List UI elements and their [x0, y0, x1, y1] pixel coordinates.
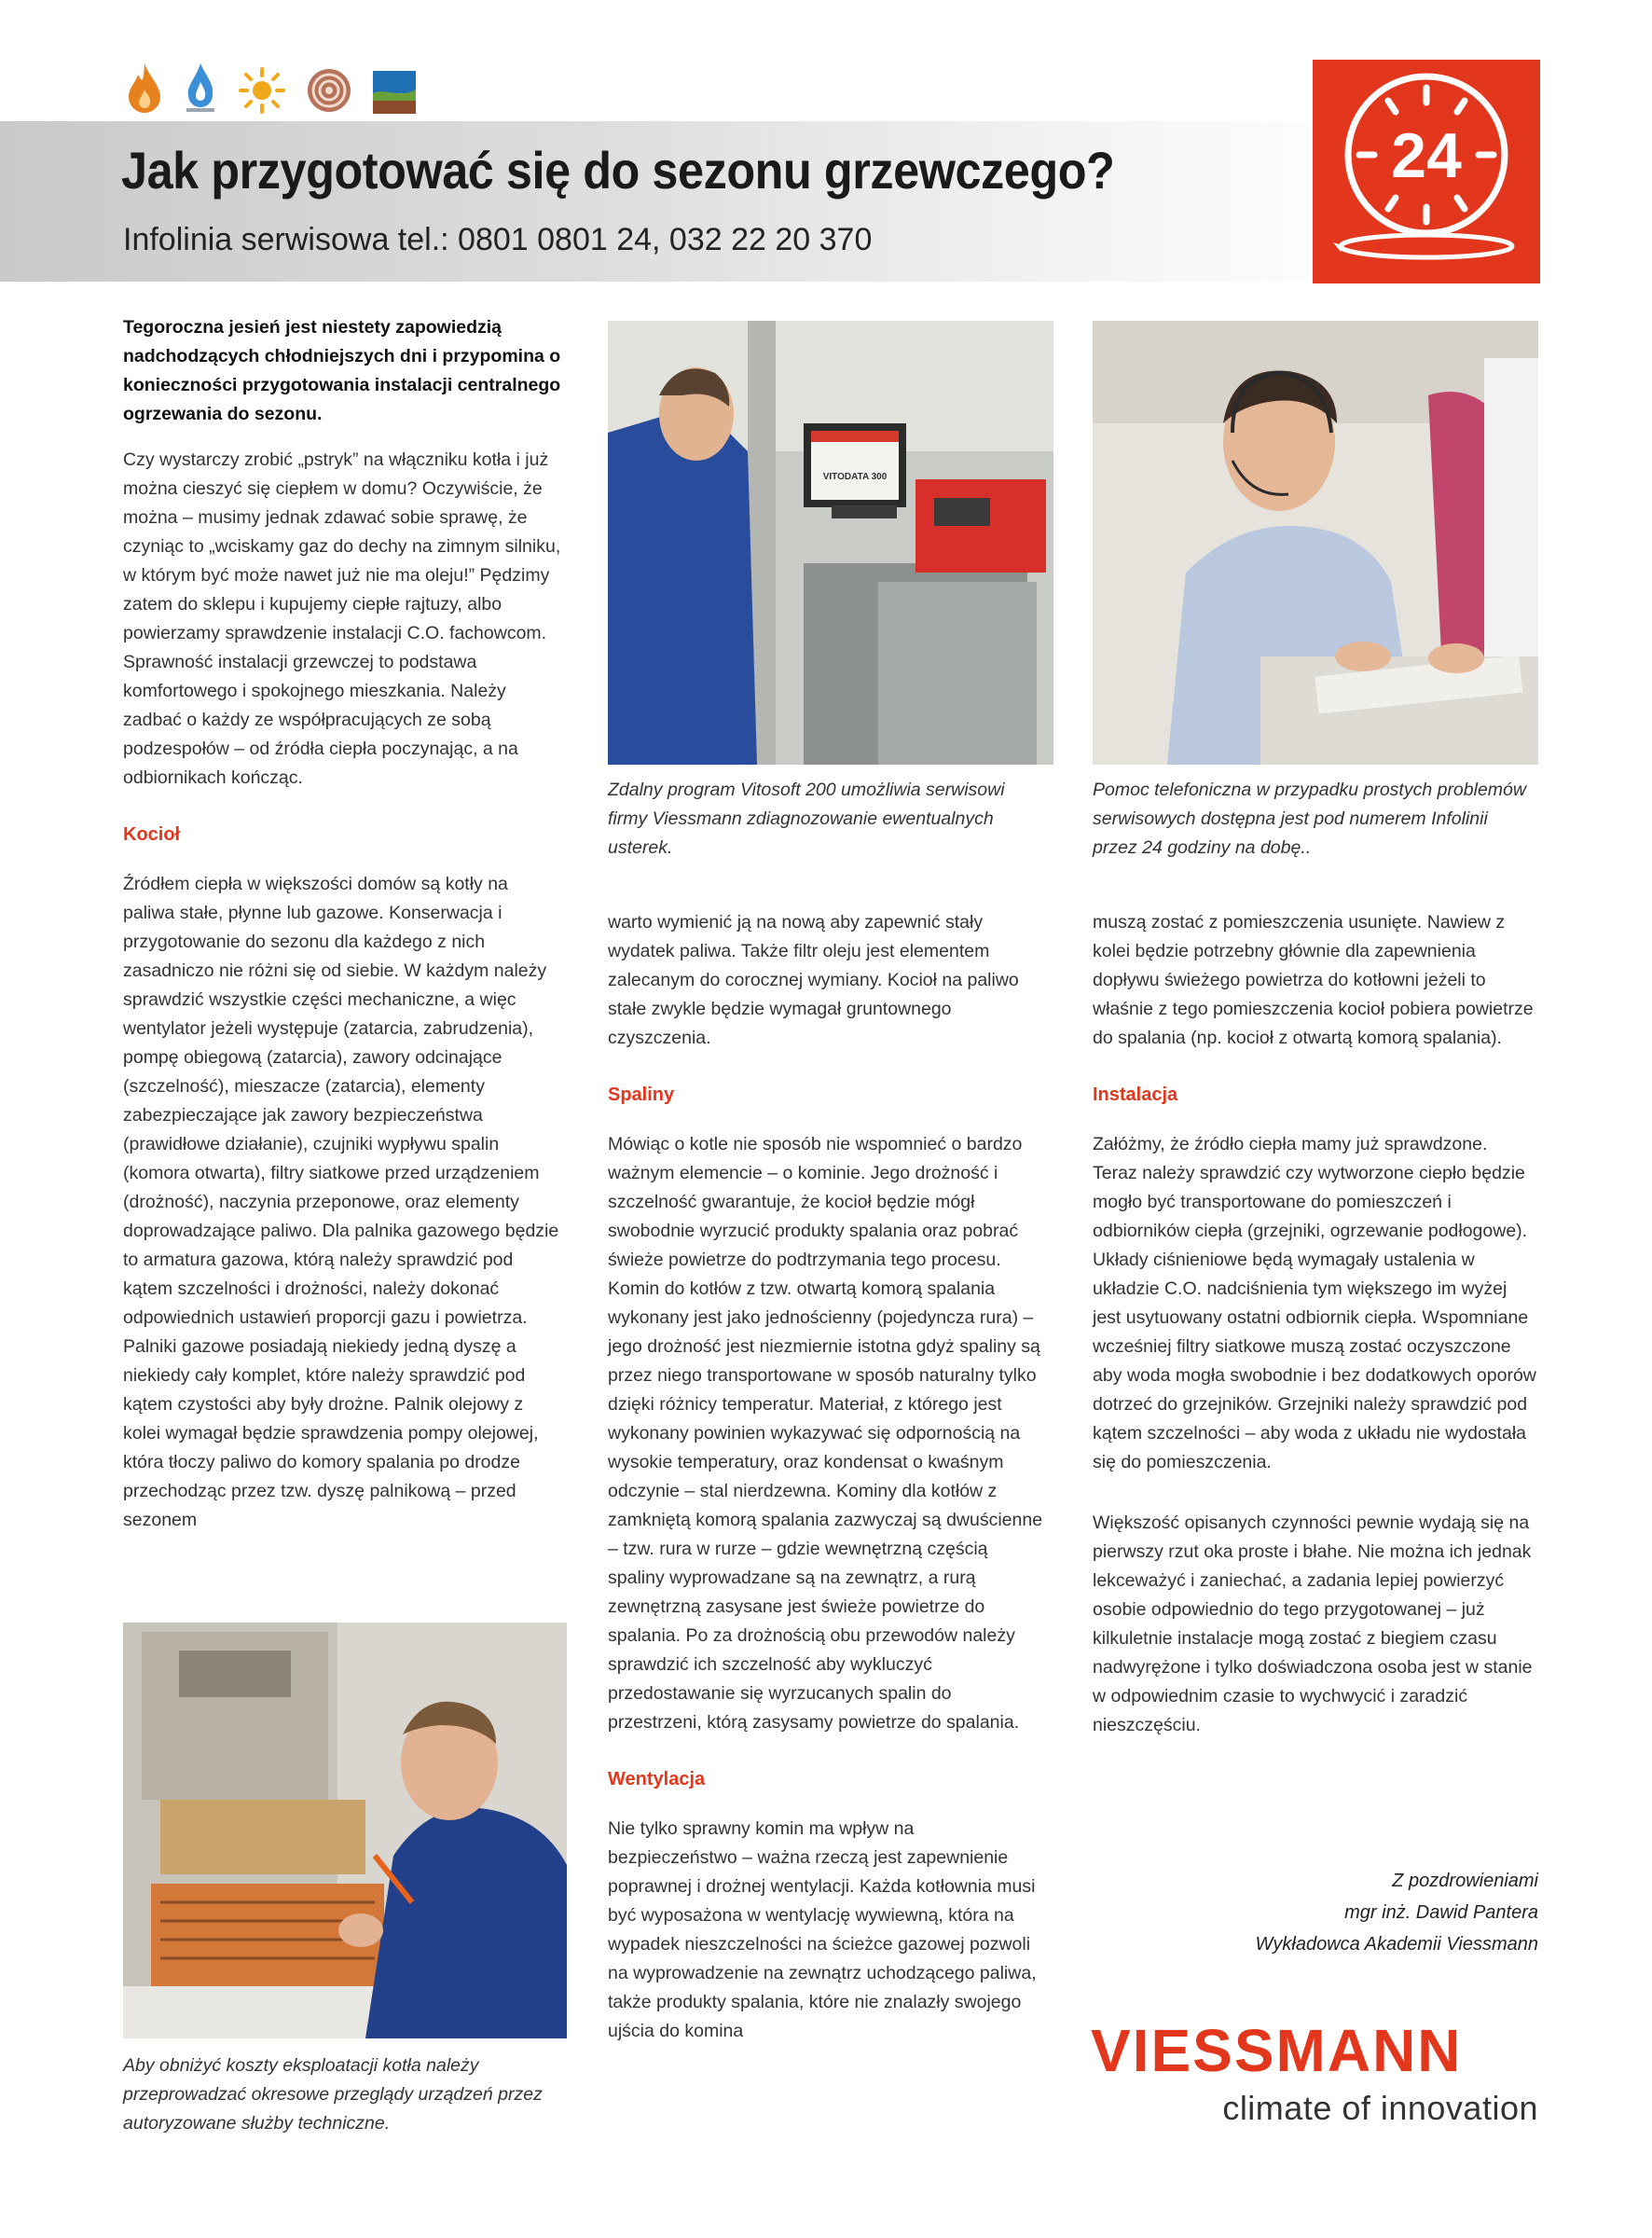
viessmann-logo — [1091, 2016, 1538, 2128]
caption-vitosoft: Zdalny program Vitosoft 200 umożliwia serwisowi firmy Viessmann zdiagnozowanie ewentualnych usterek. — [608, 780, 1005, 858]
heading-spaliny: Spaliny — [608, 1084, 675, 1105]
column-2 — [608, 908, 1048, 2063]
lead-paragraph: Tegoroczna jesień jest niestety zapowiedzią nadchodzących chłodniejszych dni i przypomina o konieczności przygotowania instalacji centralnego ogrzewania do sezonu. — [123, 317, 561, 424]
column-3 — [1093, 908, 1536, 1757]
badge-number: 24 — [1391, 120, 1462, 191]
continued-paragraph-2: warto wymienić ją na nową aby zapewnić stały wydatek paliwa. Także filtr oleju jest elementem zalecanym do corocznej wymiany. Kocioł na paliwo stałe zwykle będzie wymagał gruntownego czyszczenia. — [608, 912, 1019, 1048]
kociol-paragraph: Źródłem ciepła w większości domów są kotły na paliwa stałe, płynne lub gazowe. Konserwacja i przygotowanie do sezonu dla każdego z nich zasadniczo nie różni się od siebie. W każdym należy sprawdzić wszystkie części mechaniczne, a więc wentylator jeżeli występuje (zatarcia, zabrudzenia), pompę obiegową (zatarcia), zawory odcinające (szczelność), mieszacze (zatarcia), elementy zabezpieczające jak zawory bezpieczeństwa (prawidłowe działanie), czujniki wypływu spalin (komora otwarta), filtry siatkowe przed urządzeniem (drożność), naczynia przeponowe, oraz elementy doprowadzające paliwo. Dla palnika gazowego będzie to armatura gazowa, którą należy sprawdzić pod kątem szczelności i drożności, należy dokonać odpowiednich ustawień proporcji gazu i powietrza. Palniki gazowe posiadają niekiedy jedną dyszę a niekiedy cały komplet, które należy sprawdzić pod kątem czystości aby były drożne. Palnik olejowy z kolei wymagał będzie sprawdzenia pompy olejowej, która tłoczy paliwo do komory spalania po drodze przechodząc przez tzw. dyszę palnikową – przed sezonem — [123, 874, 559, 1530]
caption-hotline: Pomoc telefoniczna w przypadku prostych problemów serwisowych dostępna jest pod numerem Infolinii przez 24 godziny na dobę.. — [1093, 780, 1526, 858]
column-1 — [123, 313, 561, 1552]
logo-tagline: climate of innovation — [1222, 2089, 1538, 2127]
heading-instalacja: Instalacja — [1093, 1084, 1178, 1105]
oil-flame-icon — [127, 62, 162, 114]
spaliny-paragraph: Mówiąc o kotle nie sposób nie wspomnieć o bardzo ważnym elemencie – o kominie. Jego drożność i szczelność gwarantuje, że kocioł będzie mógł swobodnie wyrzucić produkty spalania oraz pobrać świeże powietrze do podtrzymania tego procesu. Komin do kotłów z tzw. otwartą komorą spalania wykonany jest jako jednościenny (pojedyncza rura) – jego drożność jest niezmiernie istotna gdyż spaliny są przez niego transportowane w sposób naturalny tylko dzięki różnicy temperatur. Materiał, z którego jest wykonany powinien wykazywać się odpornością na wysokie temperatury, oraz kondensat o kwaśnym odczynie – stal nierdzewna. Kominy dla kotłów z zamkniętą komorą spalania zazwyczaj są dwuścienne – tzw. rura w rurze – gdzie wewnętrzną częścią spaliny wyprowadzane są na zewnątrz, a rurą zewnętrzną zasysane jest świeże powietrze do spalania. Po za drożnością obu przewodów należy sprawdzić ich szczelność aby wykluczyć przedostawanie się wyrzucanych spalin do przestrzeni, którą zasysamy powietrze do spalania. — [608, 1134, 1043, 1733]
signature-name: mgr inż. Dawid Pantera — [1344, 1902, 1538, 1923]
heading-kociol: Kocioł — [123, 824, 181, 845]
closing-paragraph: Większość opisanych czynności pewnie wydają się na pierwszy rzut oka proste i błahe. Nie można ich jednak lekceważyć i zaniechać, a zadania lepiej powierzyć osobie odpowiednio do tego przygotowanej – już kilkuletnie instalacje mogą zostać z biegiem czasu nadwyrężone i tylko doświadczona osoba jest w stanie w odpowiednim czasie to wychwycić i zaradzić nieszczęściu. — [1093, 1513, 1533, 1735]
signature-greeting: Z pozdrowieniami — [1392, 1871, 1538, 1891]
sun-icon — [239, 67, 285, 114]
heading-wentylacja: Wentylacja — [608, 1769, 706, 1789]
energy-icons-row — [127, 62, 416, 114]
intro-paragraph: Czy wystarczy zrobić „pstryk” na włączniku kotła i już można cieszyć się ciepłem w domu? Oczywiście, że można – musimy jednak zdawać sobie sprawę, że czyniąc to „wciskamy gaz do dechy na zimnym silniku, w którym być może nawet już nie ma oleju!” Pędzimy zatem do sklepu i kupujemy ciepłe rajtuzy, albo powierzamy sprawdzenie instalacji C.O. fachowcom. Sprawność instalacji grzewczej to podstawa komfortowego i spokojnego mieszkania. Należy zadbać o każdy ze współpracujących ze sobą podzespołów – od źródła ciepła poczynając, a na odbiornikach kończąc. — [123, 449, 561, 788]
page-title: Jak przygotować się do sezonu grzewczego? — [121, 141, 1115, 200]
hotline-subtitle: Infolinia serwisowa tel.: 0801 0801 24, 032 22 20 370 — [123, 222, 873, 257]
signature-role: Wykładowca Akademii Viessmann — [1255, 1934, 1538, 1955]
wood-rings-icon — [306, 67, 352, 114]
gas-flame-icon — [183, 62, 218, 114]
wentylacja-paragraph: Nie tylko sprawny komin ma wpływ na bezpieczeństwo – ważna rzeczą jest zapewnienie poprawnej i drożnej wentylacji. Każda kotłownia musi być wyposażona w wentylację wywiewną, która na wypadek nieszczelności na ścieżce gazowej pozwoli na wyprowadzenie na zewnątrz uchodzącego paliwa, także produkty spalania, które nie znalazły swojego ujścia do komina — [608, 1818, 1037, 2041]
clock-24-icon — [1313, 60, 1540, 283]
logo-wordmark: VIESSMANN — [1091, 2017, 1463, 2084]
caption-boiler-service: Aby obniżyć koszty eksploatacji kotła należy przeprowadzać okresowe przeglądy urządzeń przez autoryzowane służby techniczne. — [123, 2055, 543, 2134]
continued-paragraph-3: muszą zostać z pomieszczenia usunięte. Nawiew z kolei będzie potrzebny głównie dla zapewnienia dopływu świeżego powietrza do kotłowni jeżeli to właśnie z tego pomieszczenia kocioł pobiera powietrze do spalania (np. kocioł z otwartą komorą spalania). — [1093, 912, 1534, 1048]
service-24h-badge — [1313, 60, 1540, 283]
photo-vitosoft-remote — [608, 321, 1053, 765]
instalacja-paragraph: Załóżmy, że źródło ciepła mamy już sprawdzone. Teraz należy sprawdzić czy wytworzone ciepło będzie mogło być transportowane do pomieszczeń i odbiorników ciepła (grzejniki, ogrzewanie podłogowe). Układy ciśnieniowe będą wymagały ustalenia w układzie C.O. nadciśnienia tym większego im wyżej jest usytuowany ostatni odbiornik ciepła. Wspomniane wcześniej filtry siatkowe muszą zostać oczyszczone aby woda mogła swobodnie i bez dodatkowych oporów dotrzeć do grzejników. Grzejniki należy sprawdzić pod kątem szczelności – aby woda z układu nie wydostała się do pomieszczenia. — [1093, 1134, 1536, 1472]
screen-label: VITODATA 300 — [822, 472, 888, 482]
photo-boiler-service — [123, 1623, 567, 2038]
photo-hotline-support — [1093, 321, 1538, 765]
signature-block — [1093, 1865, 1538, 1960]
ground-heat-icon — [373, 71, 416, 114]
